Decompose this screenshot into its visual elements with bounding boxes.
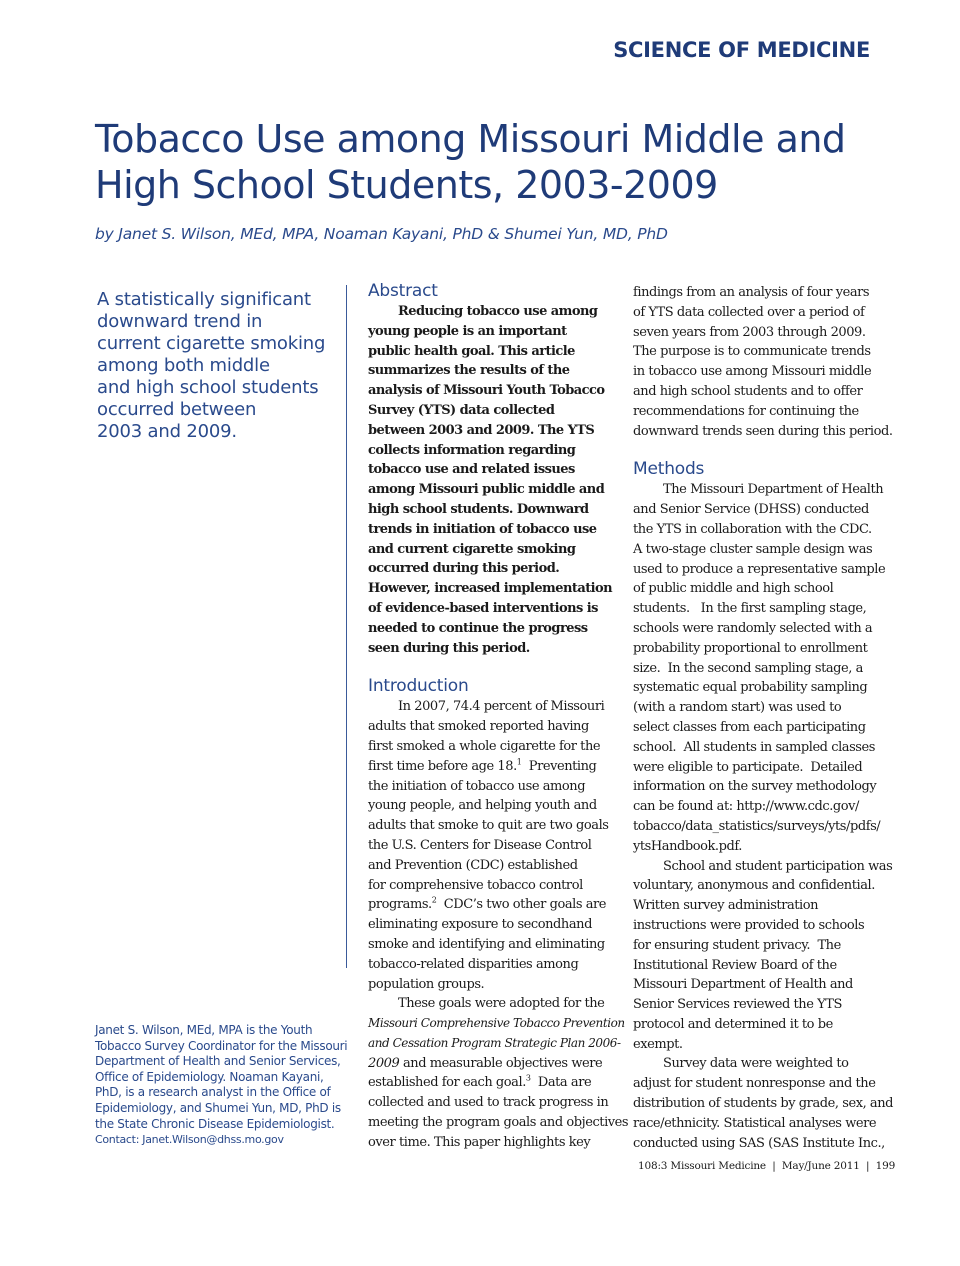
intro-line xyxy=(368,895,608,915)
abstract-line: collects information regarding xyxy=(368,442,576,458)
introduction-heading: Introduction xyxy=(368,676,469,697)
methods-url-line[interactable]: ytsHandbook.pdf. xyxy=(633,838,742,854)
intro-text: programs. xyxy=(368,897,432,913)
methods-line: used to produce a representative sample xyxy=(633,561,886,577)
footnote-ref: 2 xyxy=(431,895,437,905)
title-line: Tobacco Use among Missouri Middle and xyxy=(95,117,846,161)
intro-line: the U.S. Centers for Disease Control xyxy=(368,837,592,853)
column-divider xyxy=(346,285,347,968)
author-contact[interactable]: Contact: Janet.Wilson@dhss.mo.gov xyxy=(95,1133,284,1147)
methods-body xyxy=(633,480,894,1153)
author-note-line: Department of Health and Senior Services, xyxy=(95,1054,341,1069)
intro-line: eliminating exposure to secondhand xyxy=(368,917,592,933)
abstract-line: public health goal. This article xyxy=(368,343,575,359)
body-line: findings from an analysis of four years xyxy=(633,285,870,300)
body-line: and high school students and to offer xyxy=(633,383,863,399)
author-note-line: PhD, is a research analyst in the Office of xyxy=(95,1085,331,1100)
methods-line: information on the survey methodology xyxy=(633,779,877,795)
intro-line: Missouri Comprehensive Tobacco Prevention xyxy=(368,1016,625,1031)
methods-heading: Methods xyxy=(633,459,705,480)
abstract-line: occurred during this period. xyxy=(368,561,560,577)
author-note-line: Tobacco Survey Coordinator for the Missouri xyxy=(95,1038,348,1053)
methods-line: were eligible to participate. Detailed xyxy=(633,759,863,775)
intro-text: CDC’s two other goals are xyxy=(436,897,607,913)
intro-line xyxy=(368,757,608,777)
body-line: recommendations for continuing the xyxy=(633,403,859,419)
methods-line: protocol and determined it to be xyxy=(633,1016,833,1032)
column-right xyxy=(633,283,894,1153)
body-line: in tobacco use among Missouri middle xyxy=(633,364,872,380)
intro-line: and Cessation Program Strategic Plan 2006- xyxy=(368,1035,621,1050)
pull-quote-line: occurred between xyxy=(97,399,257,420)
methods-line: the YTS in collaboration with the CDC. xyxy=(633,521,872,537)
intro-line xyxy=(368,1054,608,1074)
pull-quote-line: current cigarette smoking xyxy=(97,333,326,354)
methods-line: Missouri Department of Health and xyxy=(633,977,853,993)
intro-line: and Prevention (CDC) established xyxy=(368,857,578,873)
pull-quote-line: among both middle xyxy=(97,355,270,376)
methods-line: (with a random start) was used to xyxy=(633,700,842,716)
byline: by Janet S. Wilson, MEd, MPA, Noaman Kayani, PhD & Shumei Yun, MD, PhD xyxy=(95,225,668,243)
intro-text: Data are xyxy=(530,1075,592,1091)
footnote-ref: 3 xyxy=(525,1074,531,1084)
intro-line xyxy=(368,1073,608,1093)
methods-line: Institutional Review Board of the xyxy=(633,957,837,973)
intro-line: meeting the program goals and objectives xyxy=(368,1115,629,1131)
abstract-line: among Missouri public middle and xyxy=(368,482,605,498)
methods-line: schools were randomly selected with a xyxy=(633,620,873,636)
author-note-line: Janet S. Wilson, MEd, MPA is the Youth xyxy=(95,1023,313,1037)
abstract-line: trends in initiation of tobacco use xyxy=(368,521,597,537)
intro-line: population groups. xyxy=(368,976,485,992)
methods-line: of public middle and high school xyxy=(633,581,834,597)
intro-line: These goals were adopted for the xyxy=(398,996,605,1012)
abstract-line: young people is an important xyxy=(368,323,567,339)
methods-line: probability proportional to enrollment xyxy=(633,640,868,656)
column-middle xyxy=(368,280,629,1153)
methods-line: adjust for student nonresponse and the xyxy=(633,1076,876,1092)
intro-continued xyxy=(633,283,893,441)
intro-line: smoke and identifying and eliminating xyxy=(368,936,605,952)
intro-line: adults that smoked reported having xyxy=(368,719,589,735)
abstract-line: needed to continue the progress xyxy=(368,620,588,636)
pull-quote-line: and high school students xyxy=(97,377,319,398)
pull-quote-line: 2003 and 2009. xyxy=(97,421,237,442)
methods-line: Senior Services reviewed the YTS xyxy=(633,997,842,1013)
abstract-line: and current cigarette smoking xyxy=(368,541,576,557)
methods-url-line[interactable]: tobacco/data_statistics/surveys/yts/pdfs/ xyxy=(633,818,881,834)
abstract-line: analysis of Missouri Youth Tobacco xyxy=(368,383,605,399)
section-label: SCIENCE OF MEDICINE xyxy=(613,38,870,62)
methods-line: race/ethnicity. Statistical analyses were xyxy=(633,1115,877,1131)
methods-line: distribution of students by grade, sex, and xyxy=(633,1096,894,1112)
body-line: downward trends seen during this period. xyxy=(633,423,893,439)
abstract-line: high school students. Downward xyxy=(368,501,589,517)
abstract-line: Survey (YTS) data collected xyxy=(368,402,555,418)
methods-line: A two-stage cluster sample design was xyxy=(633,541,873,557)
intro-text: established for each goal. xyxy=(368,1075,526,1091)
intro-line: over time. This paper highlights key xyxy=(368,1134,591,1150)
pull-quote-line: downward trend in xyxy=(97,311,263,332)
methods-line: students. In the first sampling stage, xyxy=(633,601,867,617)
methods-line: conducted using SAS (SAS Institute Inc., xyxy=(633,1135,885,1151)
pull-quote-line: A statistically significant xyxy=(97,289,311,310)
intro-line: tobacco-related disparities among xyxy=(368,956,579,972)
methods-line: voluntary, anonymous and confidential. xyxy=(633,878,875,894)
intro-text: first time before age 18. xyxy=(368,758,517,774)
methods-url-line[interactable]: can be found at: http://www.cdc.gov/ xyxy=(633,799,859,815)
abstract-heading: Abstract xyxy=(368,281,438,301)
methods-line: select classes from each participating xyxy=(633,719,866,735)
page-footer: 108:3 Missouri Medicine | May/June 2011 | 199 xyxy=(638,1160,896,1172)
methods-line: Written survey administration xyxy=(633,898,819,914)
abstract-line: Reducing tobacco use among xyxy=(398,304,598,319)
methods-line: and Senior Service (DHSS) conducted xyxy=(633,502,869,518)
abstract-line: summarizes the results of the xyxy=(368,363,570,379)
methods-line: school. All students in sampled classes xyxy=(633,739,875,755)
methods-line: for ensuring student privacy. The xyxy=(633,937,841,953)
pull-quote xyxy=(97,289,347,443)
intro-line: young people, and helping youth and xyxy=(368,798,597,814)
intro-line: the initiation of tobacco use among xyxy=(368,778,586,794)
title-line: High School Students, 2003-2009 xyxy=(95,163,718,207)
author-note-line: Office of Epidemiology. Noaman Kayani, xyxy=(95,1069,324,1084)
intro-line: collected and used to track progress in xyxy=(368,1095,609,1111)
intro-line: first smoked a whole cigarette for the xyxy=(368,738,601,754)
abstract-line: of evidence-based interventions is xyxy=(368,600,598,616)
intro-text: Preventing xyxy=(521,758,597,774)
methods-line: instructions were provided to schools xyxy=(633,917,865,933)
intro-text: 2009 xyxy=(368,1055,400,1071)
methods-line: exempt. xyxy=(633,1036,683,1052)
intro-line: In 2007, 74.4 percent of Missouri xyxy=(398,699,605,715)
body-line: The purpose is to communicate trends xyxy=(633,344,871,360)
methods-line: Survey data were weighted to xyxy=(663,1056,849,1072)
intro-line: adults that smoke to quit are two goals xyxy=(368,818,609,834)
methods-line: The Missouri Department of Health xyxy=(663,482,884,498)
author-note xyxy=(95,1023,347,1148)
methods-line: School and student participation was xyxy=(663,858,893,874)
author-note-line: the State Chronic Disease Epidemiologist. xyxy=(95,1116,335,1131)
author-note-line: Epidemiology, and Shumei Yun, MD, PhD is xyxy=(95,1100,341,1115)
abstract-line: seen during this period. xyxy=(368,640,530,656)
methods-line: size. In the second sampling stage, a xyxy=(633,660,863,676)
methods-line: systematic equal probability sampling xyxy=(633,680,868,696)
introduction-body xyxy=(368,697,629,1152)
abstract-body xyxy=(368,302,613,658)
abstract-line: However, increased implementation xyxy=(368,581,613,597)
article-title xyxy=(95,116,895,208)
abstract-line: tobacco use and related issues xyxy=(368,462,575,478)
body-line: seven years from 2003 through 2009. xyxy=(633,324,866,340)
intro-text: and measurable objectives were xyxy=(399,1055,603,1071)
footnote-ref: 1 xyxy=(516,757,522,767)
abstract-line: between 2003 and 2009. The YTS xyxy=(368,422,595,438)
body-line: of YTS data collected over a period of xyxy=(633,304,865,320)
intro-line: for comprehensive tobacco control xyxy=(368,877,583,893)
